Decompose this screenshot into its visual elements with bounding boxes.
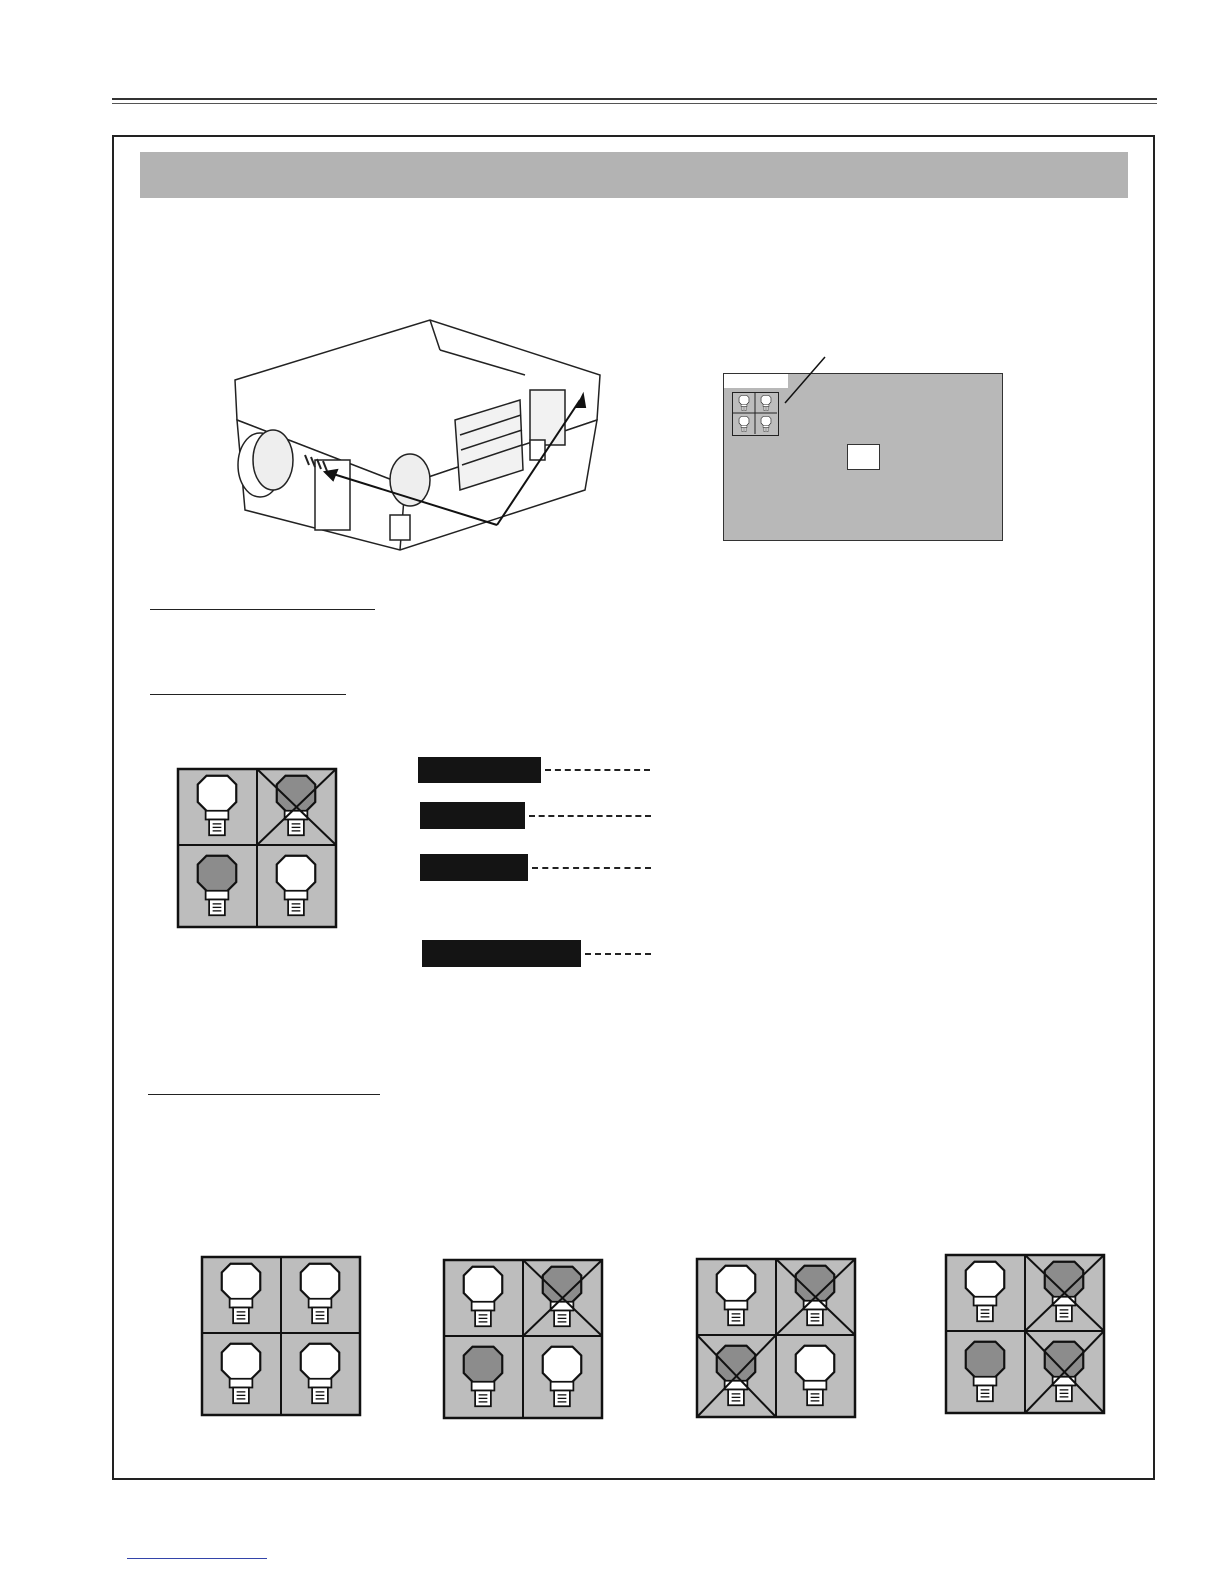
- projector-illustration: [225, 310, 605, 555]
- screen-display: [723, 373, 1003, 541]
- leader-line-3: [532, 867, 651, 869]
- leader-line-4: [585, 953, 651, 955]
- callout-line: [780, 355, 830, 405]
- leader-line-1: [545, 769, 650, 771]
- legend-label-3: [420, 854, 528, 881]
- lamp-example-4: [945, 1254, 1105, 1414]
- lamp-example-3: [696, 1258, 856, 1418]
- mini-lamp-grid: [733, 393, 777, 434]
- legend-label-4: [422, 940, 581, 967]
- mini-lamp-indicator: [732, 392, 779, 436]
- projector-icon: [235, 320, 600, 550]
- section-rule-3: [148, 1094, 380, 1095]
- section-rule-1: [150, 609, 375, 610]
- legend-label-2: [420, 802, 525, 829]
- section-rule-2: [150, 694, 346, 695]
- footer-link-underline[interactable]: [127, 1558, 267, 1559]
- leader-line-2: [529, 815, 651, 817]
- center-box: [847, 444, 880, 470]
- header-rule-thin: [112, 103, 1157, 104]
- section-title-bar: [140, 152, 1128, 198]
- menu-tab: [724, 374, 788, 388]
- lamp-example-1: [201, 1256, 361, 1416]
- header-rule: [112, 98, 1157, 100]
- legend-label-1: [418, 757, 541, 783]
- lamp-example-2: [443, 1259, 603, 1419]
- lamp-status-legend: [177, 768, 337, 928]
